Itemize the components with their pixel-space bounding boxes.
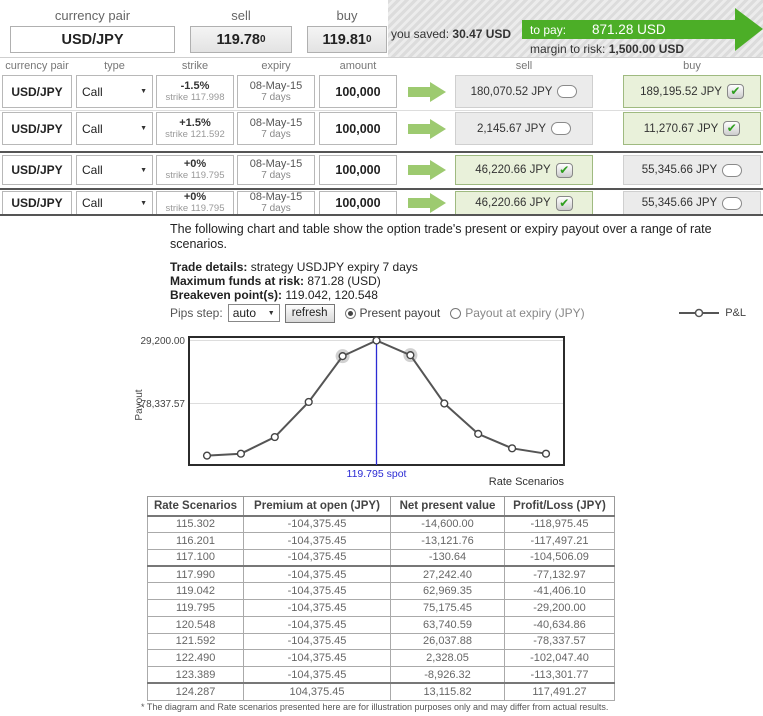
- scenario-cell: -102,047.40: [505, 650, 615, 667]
- payout-at-expiry-radio-label: Payout at expiry (JPY): [465, 306, 585, 320]
- scenario-cell: 104,375.45: [244, 683, 391, 700]
- leg-pair-field[interactable]: USD/JPY: [2, 155, 72, 185]
- legend-line-marker-icon: [679, 308, 719, 318]
- leg-buy-value: 55,345.66 JPY: [641, 164, 718, 176]
- leg-pair-field[interactable]: USD/JPY: [2, 191, 72, 215]
- margin-to-risk-value: 1,500.00 USD: [608, 42, 685, 56]
- leg-amount-field[interactable]: 100,000: [319, 191, 397, 215]
- scenario-cell: 120.548: [148, 616, 244, 633]
- chevron-down-icon: ▼: [140, 166, 147, 174]
- sell-price-pip: 0: [260, 34, 266, 45]
- scenario-cell: -78,337.57: [505, 633, 615, 650]
- to-pay-value: 871.28 USD: [592, 22, 666, 37]
- leg-strike-field[interactable]: [156, 155, 234, 185]
- svg-text:-78,337.57: -78,337.57: [137, 399, 185, 410]
- currency-pair-value: USD/JPY: [61, 31, 124, 48]
- legs-column-header-currency-pair: currency pair: [5, 60, 69, 72]
- arrow-right-icon: [408, 119, 446, 144]
- leg-expiry-tenor: 7 days: [261, 91, 291, 103]
- sell-toggle-icon[interactable]: [557, 85, 577, 98]
- leg-strike-value: strike 119.795: [165, 170, 225, 181]
- leg-expiry-date: 08-May-15: [249, 158, 303, 170]
- leg-sell-value: 2,145.67 JPY: [476, 122, 547, 135]
- scenario-cell: -14,600.00: [391, 516, 505, 533]
- scenario-cell: 124.287: [148, 683, 244, 700]
- payout-at-expiry-radio[interactable]: [450, 308, 461, 319]
- chart-controls: [170, 303, 746, 323]
- leg-sell-value: 46,220.66 JPY: [475, 197, 551, 209]
- chevron-down-icon: ▼: [140, 125, 147, 132]
- leg-type-select[interactable]: [76, 191, 153, 215]
- leg-type-value: Call: [82, 163, 103, 177]
- scenario-row: [148, 549, 615, 566]
- scenario-row: [148, 566, 615, 583]
- scenario-cell: 62,969.35: [391, 583, 505, 600]
- leg-expiry-date: 08-May-15: [249, 79, 303, 92]
- buy-toggle-checked-icon[interactable]: ✔: [727, 84, 744, 99]
- currency-pair-header-label: currency pair: [54, 8, 131, 23]
- margin-to-risk-text: margin to risk: 1,500.00 USD: [530, 42, 685, 56]
- breakeven-points-line: Breakeven point(s): 119.042, 120.548: [170, 288, 378, 302]
- section-divider: [0, 188, 763, 190]
- legs-column-header-expiry: expiry: [261, 60, 291, 72]
- sell-toggle-icon[interactable]: [551, 122, 571, 135]
- svg-text:29,200.00: 29,200.00: [140, 336, 185, 347]
- scenario-cell: 27,242.40: [391, 566, 505, 583]
- scenario-cell: -104,375.45: [244, 566, 391, 583]
- disclaimer-footnote: * The diagram and Rate scenarios presented here are for illustration purposes only and may differ from actual results.: [141, 702, 609, 712]
- pips-step-value: auto: [232, 306, 257, 320]
- sell-toggle-checked-icon[interactable]: ✔: [556, 163, 573, 178]
- leg-strike-value: strike 117.998: [165, 91, 225, 103]
- leg-expiry-field[interactable]: [237, 191, 315, 215]
- legend-label: P&L: [725, 307, 746, 319]
- leg-expiry-field[interactable]: [237, 112, 315, 145]
- you-saved-text: you saved: 30.47 USD: [391, 27, 512, 41]
- scenario-cell: 122.490: [148, 650, 244, 667]
- scenario-cell: -117,497.21: [505, 532, 615, 549]
- trade-details-line: Trade details: strategy USDJPY expiry 7 days: [170, 260, 418, 274]
- scenario-row: [148, 583, 615, 600]
- leg-expiry-field[interactable]: [237, 75, 315, 108]
- leg-strike-field[interactable]: [156, 112, 234, 145]
- leg-pair-field[interactable]: USD/JPY: [2, 75, 72, 108]
- buy-price-button[interactable]: [307, 26, 387, 53]
- scenario-cell: 2,328.05: [391, 650, 505, 667]
- leg-buy-value: 11,270.67 JPY: [643, 122, 719, 135]
- scenario-cell: 119.042: [148, 583, 244, 600]
- scenario-cell: -104,375.45: [244, 633, 391, 650]
- leg-buy-cell: [623, 155, 761, 185]
- chevron-down-icon: ▼: [267, 309, 275, 317]
- legs-column-header-amount: amount: [339, 60, 377, 72]
- leg-type-value: Call: [82, 196, 103, 210]
- leg-strike-field[interactable]: [156, 75, 234, 108]
- leg-type-select[interactable]: [76, 155, 153, 185]
- leg-row: [0, 191, 763, 215]
- leg-sell-value: 180,070.52 JPY: [470, 85, 553, 98]
- scenario-cell: -104,375.45: [244, 599, 391, 616]
- leg-strike-percent: +0%: [183, 158, 207, 170]
- scenario-cell: -104,375.45: [244, 549, 391, 566]
- scenario-cell: -104,375.45: [244, 583, 391, 600]
- leg-row: [0, 155, 763, 185]
- scenario-cell: 75,175.45: [391, 599, 505, 616]
- leg-sell-cell: [455, 75, 593, 108]
- scenario-row: [148, 616, 615, 633]
- leg-expiry-tenor: 7 days: [261, 170, 291, 181]
- scenario-col-header: Profit/Loss (JPY): [505, 497, 615, 516]
- leg-type-value: Call: [82, 84, 103, 99]
- svg-text:Rate Scenarios: Rate Scenarios: [488, 476, 564, 488]
- leg-expiry-date: 08-May-15: [249, 191, 303, 203]
- leg-strike-value: strike 119.795: [165, 203, 225, 214]
- rate-scenarios-table: [147, 496, 615, 701]
- leg-buy-value: 55,345.66 JPY: [641, 197, 718, 209]
- scenario-cell: 116.201: [148, 532, 244, 549]
- leg-amount-field[interactable]: 100,000: [319, 112, 397, 145]
- scenario-row: [148, 599, 615, 616]
- scenario-cell: 119.795: [148, 599, 244, 616]
- leg-sell-cell: [455, 155, 593, 185]
- scenario-row: [148, 532, 615, 549]
- max-funds-at-risk-line: Maximum funds at risk: 871.28 (USD): [170, 274, 381, 288]
- sell-price: 119.78: [216, 31, 260, 48]
- scenario-cell: -41,406.10: [505, 583, 615, 600]
- scenario-cell: 117.990: [148, 566, 244, 583]
- you-saved-value: 30.47 USD: [452, 27, 512, 41]
- scenario-cell: -104,375.45: [244, 650, 391, 667]
- svg-text:119.795 spot: 119.795 spot: [346, 468, 407, 480]
- section-divider: [0, 151, 763, 153]
- scenario-cell: -77,132.97: [505, 566, 615, 583]
- scenario-col-header: Net present value: [391, 497, 505, 516]
- to-pay-arrow-icon: [735, 8, 763, 51]
- scenario-col-header: Rate Scenarios: [148, 497, 244, 516]
- scenario-cell: -104,375.45: [244, 532, 391, 549]
- leg-row: [0, 112, 763, 145]
- leg-buy-cell: [623, 75, 761, 108]
- refresh-button[interactable]: refresh: [285, 304, 335, 323]
- scenario-cell: -104,506.09: [505, 549, 615, 566]
- buy-header-label: buy: [336, 8, 358, 23]
- chart-description: The following chart and table show the option trade's present or expiry payout over a range of rate scenarios.: [170, 222, 712, 251]
- leg-pair-field[interactable]: USD/JPY: [2, 112, 72, 145]
- sell-price-button[interactable]: [190, 26, 292, 53]
- scenario-row: [148, 650, 615, 667]
- leg-row: [0, 75, 763, 108]
- scenario-cell: -13,121.76: [391, 532, 505, 549]
- to-pay-label: to pay:: [530, 22, 567, 37]
- chevron-down-icon: ▼: [140, 199, 147, 207]
- scenario-row: [148, 633, 615, 650]
- chart-legend: [679, 307, 746, 319]
- section-divider: [0, 214, 763, 216]
- legs-column-header-type: type: [104, 60, 125, 72]
- payout-chart: [130, 330, 710, 495]
- leg-buy-value: 189,195.52 JPY: [640, 85, 722, 98]
- row-divider: [0, 110, 763, 111]
- currency-pair-input[interactable]: [10, 26, 175, 53]
- scenario-cell: -8,926.32: [391, 667, 505, 684]
- scenario-cell: -29,200.00: [505, 599, 615, 616]
- leg-amount-field[interactable]: 100,000: [319, 75, 397, 108]
- buy-price: 119.81: [322, 31, 366, 48]
- scenario-cell: 117.100: [148, 549, 244, 566]
- scenario-cell: 123.389: [148, 667, 244, 684]
- scenario-cell: 121.592: [148, 633, 244, 650]
- leg-expiry-tenor: 7 days: [261, 203, 291, 214]
- present-payout-radio[interactable]: [345, 308, 356, 319]
- leg-strike-field[interactable]: [156, 191, 234, 215]
- arrow-right-icon: [408, 82, 446, 107]
- leg-expiry-field[interactable]: [237, 155, 315, 185]
- legs-column-header-sell: sell: [515, 60, 533, 72]
- scenario-row: [148, 516, 615, 533]
- leg-type-select[interactable]: [76, 75, 153, 108]
- scenario-col-header: Premium at open (JPY): [244, 497, 391, 516]
- scenario-cell: -104,375.45: [244, 516, 391, 533]
- scenario-cell: 115.302: [148, 516, 244, 533]
- leg-type-select[interactable]: [76, 112, 153, 145]
- quote-bar-divider: [0, 57, 763, 58]
- leg-strike-percent: +0%: [183, 191, 207, 203]
- scenario-row: [148, 667, 615, 684]
- scenario-cell: -104,375.45: [244, 667, 391, 684]
- leg-sell-value: 46,220.66 JPY: [475, 164, 551, 176]
- leg-amount-field[interactable]: 100,000: [319, 155, 397, 185]
- leg-sell-cell: [455, 191, 593, 215]
- leg-expiry-tenor: 7 days: [261, 128, 291, 140]
- chevron-down-icon: ▼: [140, 88, 147, 95]
- svg-text:Payout: Payout: [134, 389, 145, 421]
- buy-toggle-icon[interactable]: [722, 197, 742, 210]
- leg-buy-cell: [623, 112, 761, 145]
- leg-strike-percent: -1.5%: [180, 79, 210, 92]
- to-pay-banner: [522, 20, 736, 39]
- leg-strike-percent: +1.5%: [179, 116, 211, 129]
- buy-toggle-checked-icon[interactable]: ✔: [723, 121, 740, 136]
- scenario-cell: -113,301.77: [505, 667, 615, 684]
- scenario-cell: -118,975.45: [505, 516, 615, 533]
- present-payout-radio-label: Present payout: [359, 306, 441, 320]
- scenario-row: [148, 683, 615, 700]
- leg-buy-cell: [623, 191, 761, 215]
- leg-expiry-date: 08-May-15: [249, 116, 303, 129]
- leg-sell-cell: [455, 112, 593, 145]
- pips-step-label: Pips step:: [170, 306, 223, 320]
- sell-toggle-checked-icon[interactable]: ✔: [556, 196, 573, 211]
- scenario-cell: 63,740.59: [391, 616, 505, 633]
- scenario-cell: -104,375.45: [244, 616, 391, 633]
- scenario-cell: -130.64: [391, 549, 505, 566]
- legs-column-header-buy: buy: [683, 60, 701, 72]
- legs-column-header-strike: strike: [181, 60, 209, 72]
- scenario-cell: 13,115.82: [391, 683, 505, 700]
- leg-strike-value: strike 121.592: [165, 128, 225, 140]
- leg-type-value: Call: [82, 121, 103, 136]
- buy-price-pip: 0: [366, 34, 372, 45]
- buy-toggle-icon[interactable]: [722, 164, 742, 177]
- arrow-right-icon: [408, 160, 446, 185]
- pips-step-select[interactable]: [228, 304, 280, 322]
- payout-chart-svg: [130, 330, 710, 490]
- scenario-cell: 26,037.88: [391, 633, 505, 650]
- scenario-cell: 117,491.27: [505, 683, 615, 700]
- scenario-cell: -40,634.86: [505, 616, 615, 633]
- sell-header-label: sell: [231, 8, 251, 23]
